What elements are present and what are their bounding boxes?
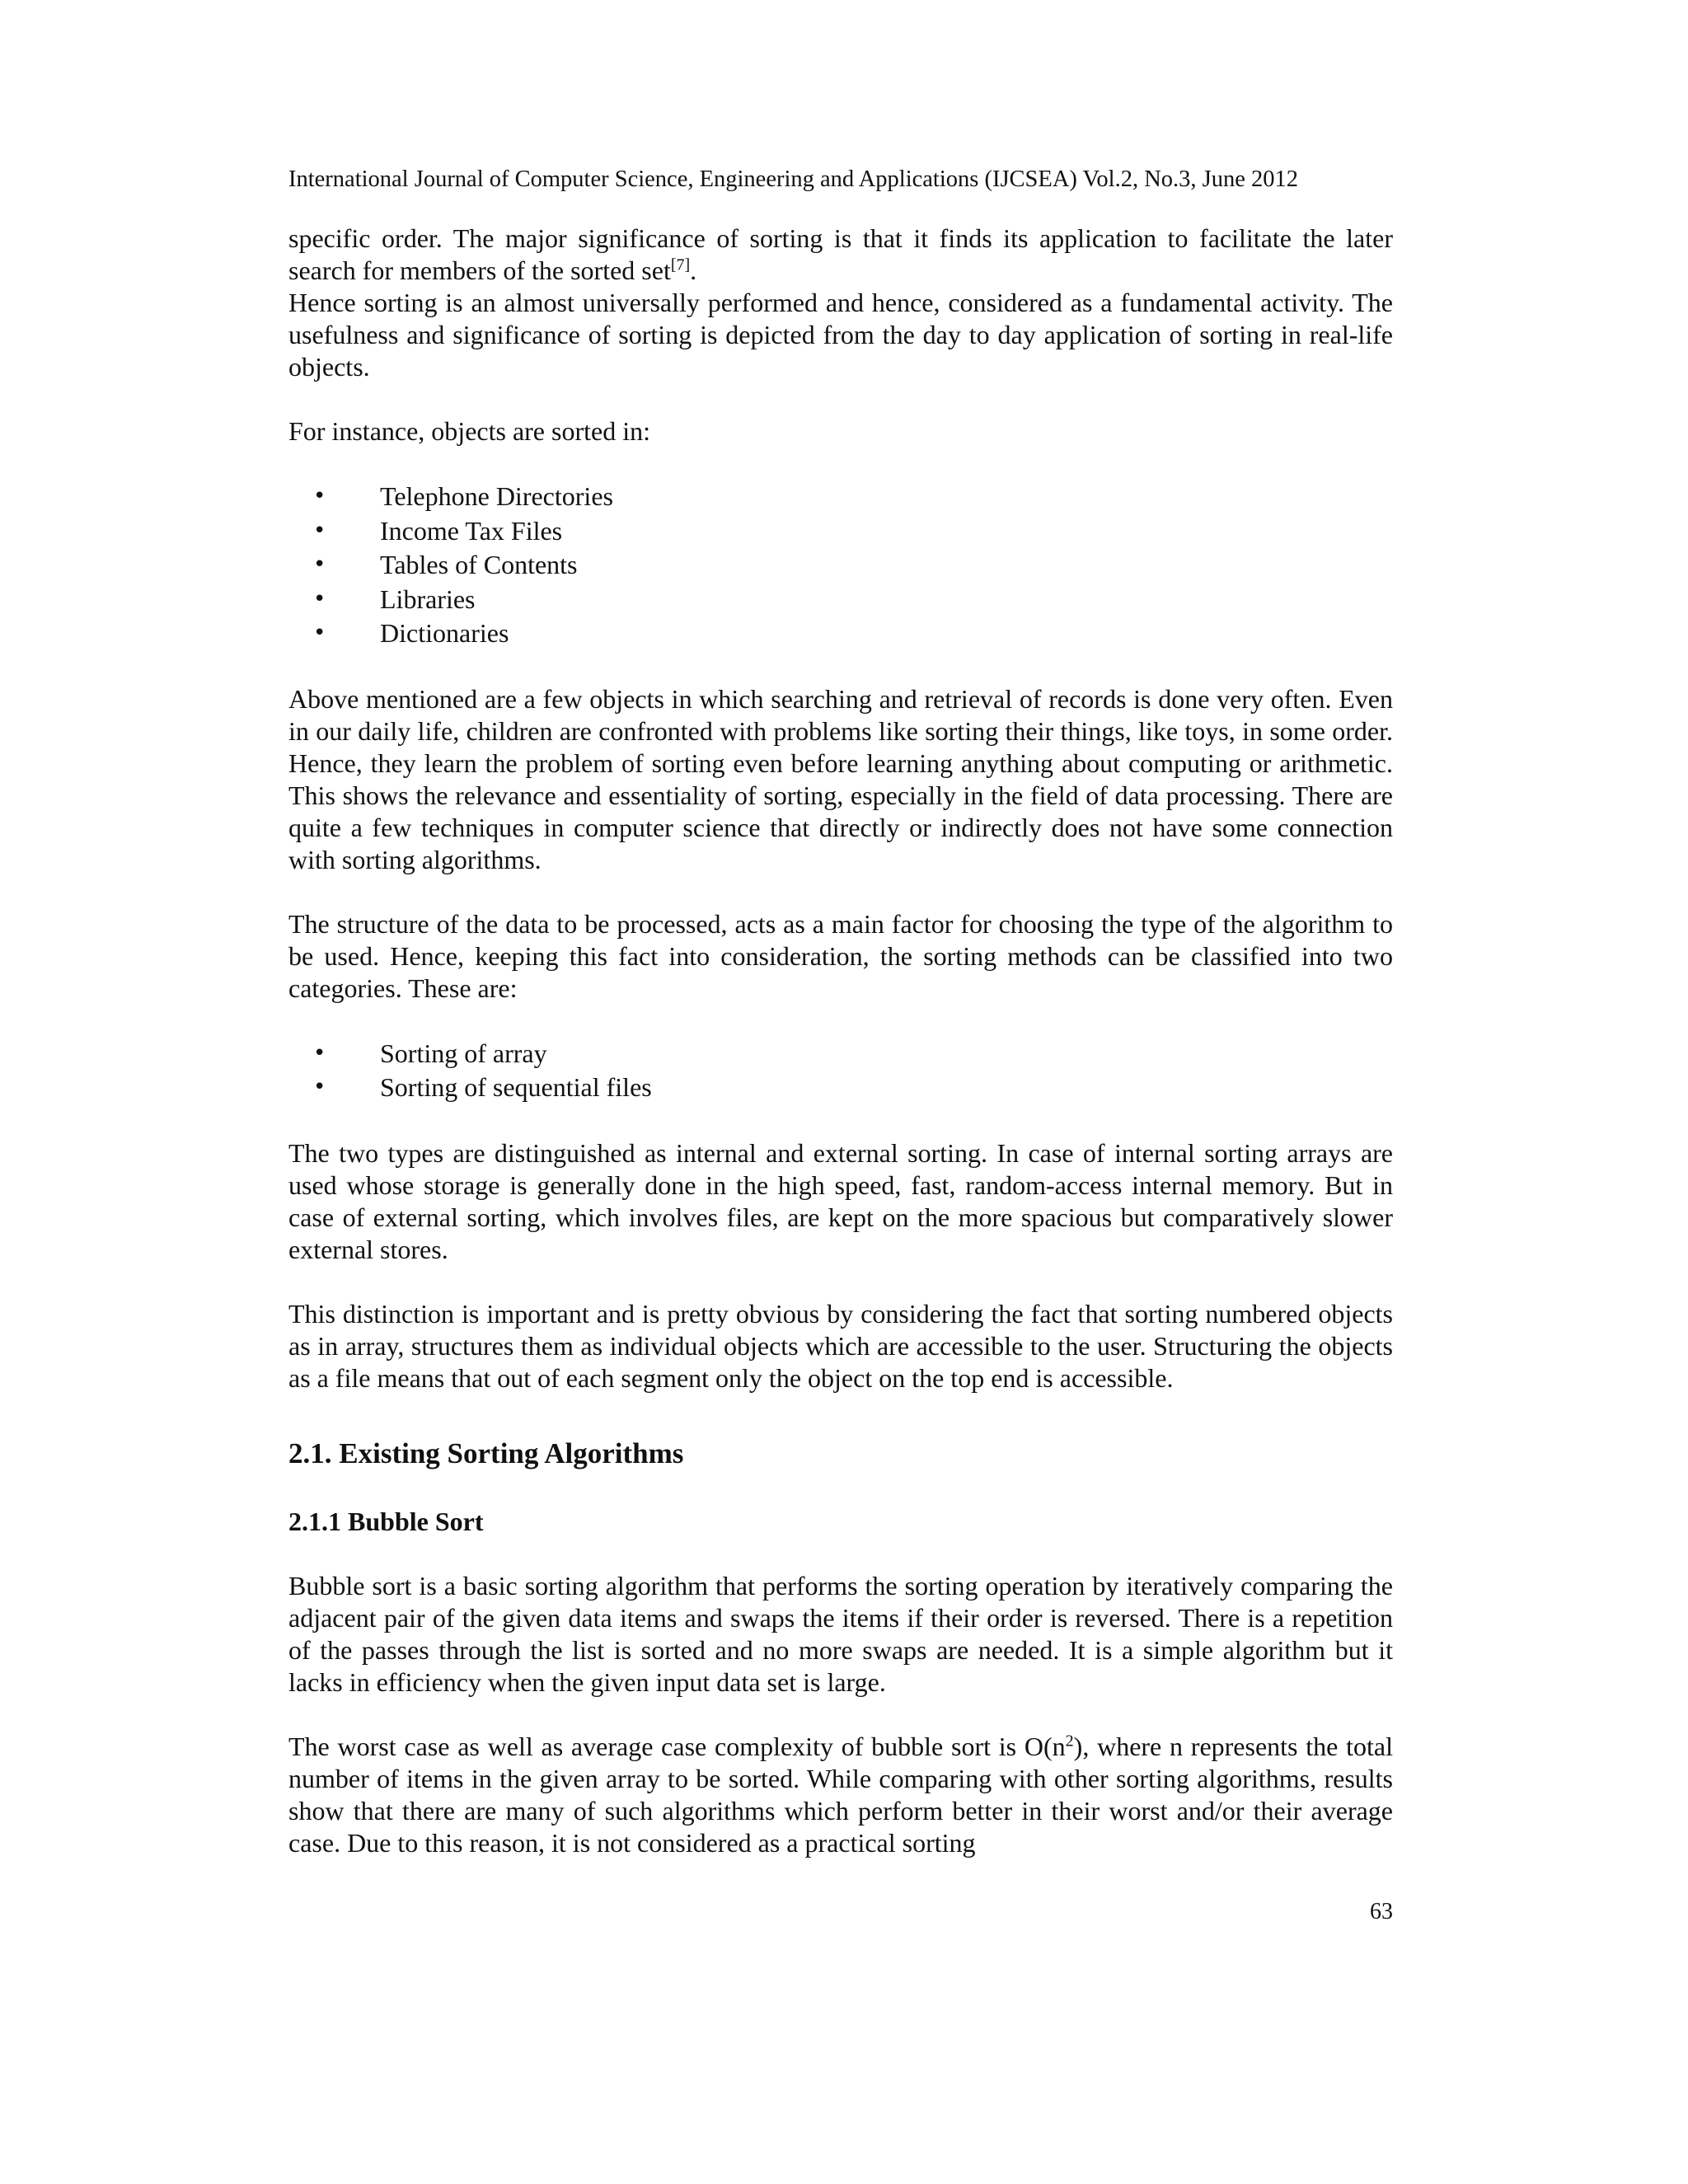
bubble-sort-paragraph-2-start: The worst case as well as average case complexity of bubble sort is O(n <box>288 1731 1066 1761</box>
list-item <box>288 1037 1393 1071</box>
objects-list <box>288 480 1393 651</box>
list-item <box>288 480 1393 514</box>
structure-paragraph: The structure of the data to be processed, acts as a main factor for choosing the type of the algorithm to be used. Hence, keeping this fact into consideration, the sorting methods can be classified into two categories. These are: <box>288 908 1393 1003</box>
intro-paragraph-2: Hence sorting is an almost universally performed and hence, considered as a fundamental activity. The usefulness and significance of sorting is depicted from the day to day application of sorting in real-life objects. <box>288 288 1393 382</box>
list-item-text: Libraries <box>380 583 476 614</box>
above-mentioned-paragraph: Above mentioned are a few objects in which searching and retrieval of records is done very often. Even in our daily life, children are confronted with problems like sorting their things, like toys, in some order. Hence, they learn the problem of sorting even before learning anything about computing or arithmetic. This shows the relevance and essentiality of sorting, especially in the field of data processing. There are quite a few techniques in computer science that directly or indirectly does not have some connection with sorting algorithms. <box>288 683 1393 874</box>
bubble-sort-paragraph-2-end: ), where n represents the total number of items in the given array to be sorted. While comparing with other sorting algorithms, results show that there are many of such algorithms which perform better in their worst and/or their average case. Due to this reason, it is not considered as a practical sorting <box>288 1731 1394 1858</box>
bullet-icon: • <box>313 518 326 543</box>
intro-paragraph-3: For instance, objects are sorted in: <box>288 416 650 446</box>
list-item <box>288 583 1393 617</box>
intro-paragraph-1 <box>288 223 1393 287</box>
citation-ref: [7] <box>670 255 691 274</box>
bullet-icon: • <box>313 621 326 645</box>
list-item <box>288 616 1393 651</box>
bubble-sort-paragraph-2 <box>288 1731 1393 1859</box>
exponent: 2 <box>1065 1731 1074 1750</box>
bullet-icon: • <box>313 552 326 577</box>
bullet-icon: • <box>313 1040 326 1066</box>
bullet-icon: • <box>313 484 326 509</box>
page-number: 63 <box>1370 1899 1393 1924</box>
distinction-paragraph: This distinction is important and is pretty obvious by considering the fact that sorting numbered objects as in array, structures them as individual objects which are accessible to the user. Structuring the objects as a file means that out of each segment only the object on the top end is accessible. <box>288 1298 1393 1393</box>
section-heading: 2.1. Existing Sorting Algorithms <box>288 1436 684 1469</box>
list-item-text: Dictionaries <box>380 618 509 648</box>
subsection-heading: 2.1.1 Bubble Sort <box>288 1506 484 1536</box>
two-types-paragraph: The two types are distinguished as internal and external sorting. In case of internal sorting arrays are used whose storage is generally done in the high speed, fast, random-access internal memory. But in case of external sorting, which involves files, are kept on the more spacious but comparatively slower external stores. <box>288 1137 1393 1264</box>
intro-paragraph-1-end: . <box>690 255 697 285</box>
bubble-sort-paragraph-1: Bubble sort is a basic sorting algorithm that performs the sorting operation by iteratively comparing the adjacent pair of the given data items and swaps the items if their order is reversed. There is a repetition of the passes through the list is sorted and no more swaps are needed. It is a simple algorithm but it lacks in efficiency when the given input data set is large. <box>288 1570 1393 1697</box>
body-text <box>288 223 1393 1859</box>
list-item <box>288 514 1393 549</box>
intro-paragraph-1-text: specific order. The major significance of sorting is that it finds its application to facilitate the later search for members of the sorted set <box>288 223 1393 285</box>
list-item-text: Tables of Contents <box>380 550 578 579</box>
bullet-icon: • <box>313 586 326 612</box>
list-item <box>288 548 1393 583</box>
list-item-text: Telephone Directories <box>380 481 613 511</box>
list-item-text: Sorting of array <box>380 1038 547 1068</box>
bullet-icon: • <box>313 1075 326 1099</box>
list-item-text: Income Tax Files <box>380 515 563 546</box>
list-item-text: Sorting of sequential files <box>380 1072 652 1102</box>
running-header: International Journal of Computer Science, Engineering and Applications (IJCSEA) Vol.2, No.3, June 2012 <box>288 166 1299 192</box>
categories-list <box>288 1037 1393 1105</box>
list-item <box>288 1071 1393 1105</box>
